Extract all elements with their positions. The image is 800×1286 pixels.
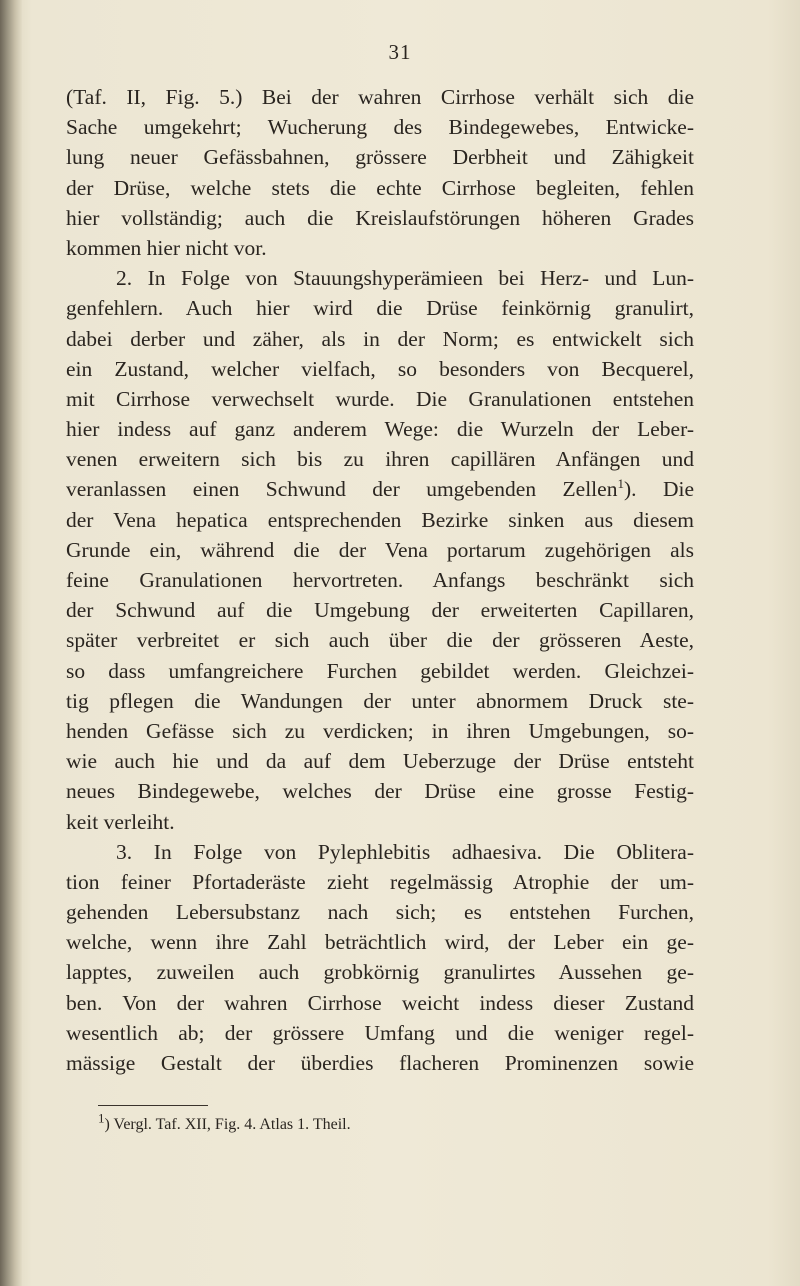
text-line: mit Cirrhose verwechselt wurde. Die Granulationen entstehen	[66, 386, 694, 411]
text-line: gehenden Lebersubstanz nach sich; es entstehen Furchen,	[66, 900, 694, 925]
text-line-with-footnote-ref	[66, 474, 694, 504]
text-line: Sache umgekehrt; Wucherung des Bindegewebes, Entwicke-	[66, 115, 694, 140]
text-line: welche, wenn ihre Zahl beträchtlich wird, der Leber ein ge-	[66, 930, 694, 955]
footnote-divider	[98, 1105, 208, 1106]
text-line: so dass umfangreichere Furchen gebildet werden. Gleichzei-	[66, 658, 694, 683]
text-line: lung neuer Gefässbahnen, grössere Derbheit und Zähigkeit	[66, 145, 694, 170]
text-line: dabei derber und zäher, als in der Norm; es entwickelt sich	[66, 326, 694, 351]
text-line: wie auch hie und da auf dem Ueberzuge der Drüse entsteht	[66, 749, 694, 774]
book-spine-shadow	[0, 0, 22, 1286]
text-line: henden Gefässe sich zu verdicken; in ihren Umgebungen, so-	[66, 718, 694, 743]
text-line: 2. In Folge von Stauungshyperämieen bei Herz- und Lun-	[116, 266, 694, 291]
text-line: (Taf. II, Fig. 5.) Bei der wahren Cirrhose verhält sich die	[66, 85, 694, 109]
text-line: tig pflegen die Wandungen der unter abnormem Druck ste-	[66, 688, 694, 713]
text-line: kommen hier nicht vor.	[66, 235, 267, 260]
text-line: der Schwund auf die Umgebung der erweiterten Capillaren,	[66, 598, 694, 623]
text-line: wesentlich ab; der grössere Umfang und die weniger regel-	[66, 1020, 694, 1045]
text-line: Grunde ein, während die der Vena portarum zugehörigen als	[66, 537, 694, 562]
footnote-text: ) Vergl. Taf. XII, Fig. 4. Atlas 1. Theil.	[104, 1116, 351, 1133]
text-line: ein Zustand, welcher vielfach, so besonders von Becquerel,	[66, 356, 694, 381]
text-line: hier vollständig; auch die Kreislaufstörungen höheren Grades	[66, 205, 694, 230]
footnote-marker: 1	[98, 1110, 105, 1126]
text-line: tion feiner Pfortaderäste zieht regelmässig Atrophie der um-	[66, 869, 694, 894]
text-line: mässige Gestalt der überdies flacheren Prominenzen sowie	[66, 1051, 694, 1075]
footnote-reference: 1	[617, 476, 624, 492]
line-text-tail: ). Die	[623, 477, 695, 502]
text-line: ben. Von der wahren Cirrhose weicht indess dieser Zustand	[66, 990, 694, 1015]
text-line: feine Granulationen hervortreten. Anfangs beschränkt sich	[66, 568, 694, 592]
page-number: 31	[388, 40, 412, 64]
text-line: der Drüse, welche stets die echte Cirrhose begleiten, fehlen	[66, 175, 694, 200]
body-text	[66, 82, 694, 1078]
text-line: hier indess auf ganz anderem Wege: die Wurzeln der Leber-	[66, 417, 694, 442]
text-line: 3. In Folge von Pylephlebitis adhaesiva. Die Oblitera-	[116, 839, 694, 864]
text-line: venen erweitern sich bis zu ihren capillären Anfängen und	[66, 447, 694, 472]
text-line: neues Bindegewebe, welches der Drüse eine grosse Festig-	[66, 779, 694, 804]
text-line: keit verleiht.	[66, 809, 175, 834]
footnote	[98, 1110, 351, 1134]
text-line: später verbreitet er sich auch über die der grösseren Aeste,	[66, 628, 694, 653]
line-text: veranlassen einen Schwund der umgebenden Zellen	[66, 477, 618, 502]
text-line: lapptes, zuweilen auch grobkörnig granulirtes Aussehen ge-	[66, 960, 694, 985]
text-line: genfehlern. Auch hier wird die Drüse feinkörnig granulirt,	[66, 296, 694, 321]
text-line: der Vena hepatica entsprechenden Bezirke sinken aus diesem	[66, 507, 694, 532]
